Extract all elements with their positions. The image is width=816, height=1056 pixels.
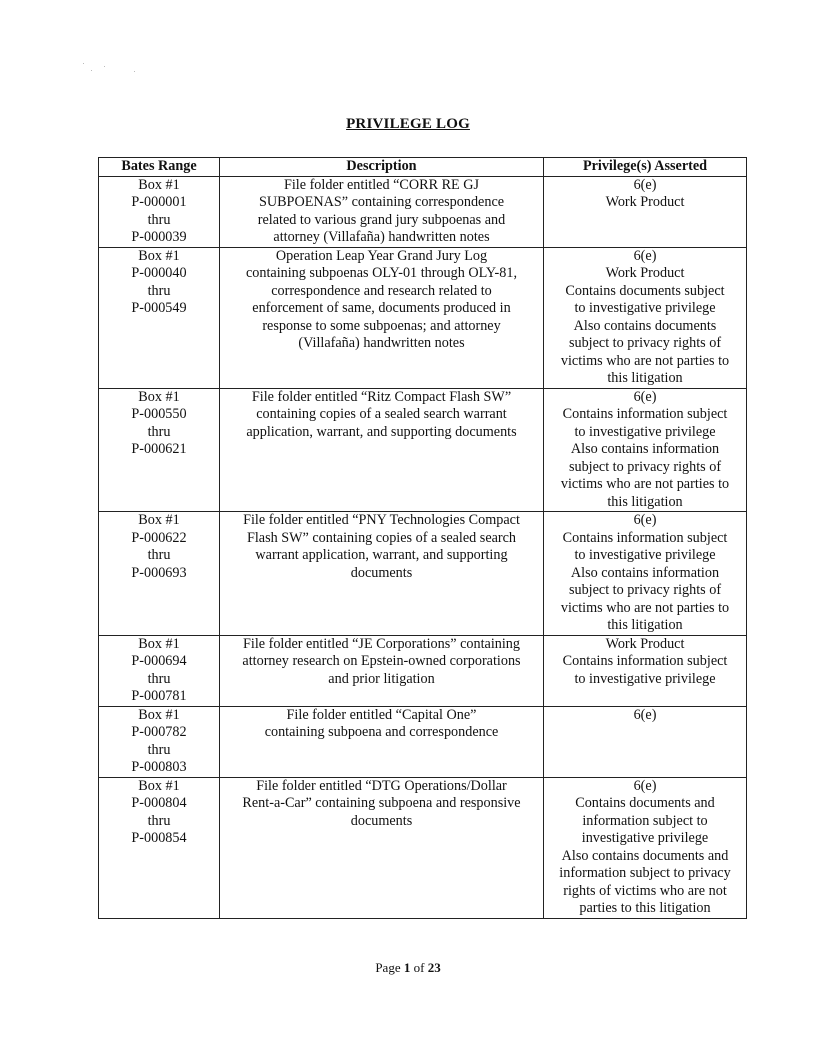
- privilege-line: rights of victims who are not: [563, 882, 727, 899]
- bates-range-cell: [99, 247, 220, 388]
- bates-line: Box #1: [138, 777, 180, 794]
- bates-line: P-000039: [131, 229, 187, 245]
- privilege-cell: [544, 176, 747, 247]
- privilege-line: to investigative privilege: [574, 423, 716, 440]
- description-line: enforcement of same, documents produced in: [252, 300, 511, 316]
- privilege-line: investigative privilege: [581, 830, 709, 846]
- description-cell: [220, 512, 544, 636]
- description-line: correspondence and research related to: [271, 282, 492, 299]
- privilege-line: Contains documents and: [575, 795, 715, 811]
- privilege-line: subject to privacy rights of: [568, 582, 722, 598]
- description-line: attorney research on Epstein-owned corporations: [242, 653, 521, 669]
- privilege-line: Contains information subject: [562, 529, 728, 546]
- description-cell: [220, 388, 544, 512]
- scan-speck: [104, 66, 105, 67]
- bates-line: thru: [147, 282, 171, 299]
- privilege-line: to investigative privilege: [574, 547, 716, 563]
- description-line: application, warrant, and supporting documents: [246, 423, 517, 440]
- privilege-line: Also contains documents and: [561, 847, 729, 864]
- privilege-line: Work Product: [605, 194, 685, 210]
- description-line: File folder entitled “Ritz Compact Flash SW”: [251, 388, 512, 405]
- description-line: Flash SW” containing copies of a sealed search: [246, 529, 517, 546]
- description-line: Rent-a-Car” containing subpoena and responsive: [242, 795, 521, 811]
- privilege-line: to investigative privilege: [574, 670, 716, 687]
- table-row: [99, 706, 747, 777]
- privilege-line: Also contains information: [570, 564, 720, 581]
- description-cell: [220, 635, 544, 706]
- description-line: containing copies of a sealed search warrant: [256, 406, 507, 422]
- table-row: [99, 512, 747, 636]
- bates-line: Box #1: [138, 512, 180, 528]
- bates-line: P-000804: [131, 795, 187, 811]
- column-header-privilege: Privilege(s) Asserted: [544, 158, 747, 177]
- description-line: File folder entitled “DTG Operations/Dollar: [256, 777, 507, 794]
- bates-line: thru: [147, 547, 171, 563]
- bates-line: P-000693: [131, 564, 187, 581]
- page-total: 23: [427, 960, 441, 975]
- scan-speck: [91, 70, 92, 71]
- description-line: Operation Leap Year Grand Jury Log: [275, 247, 488, 264]
- page-footer: [0, 960, 816, 976]
- bates-line: P-000550: [131, 406, 187, 422]
- privilege-line: this litigation: [607, 370, 683, 386]
- bates-line: P-000040: [131, 265, 187, 281]
- privilege-line: 6(e): [633, 388, 657, 405]
- table-row: [99, 777, 747, 918]
- privilege-line: Contains information subject: [562, 653, 728, 669]
- bates-line: thru: [147, 670, 171, 687]
- bates-line: Box #1: [138, 176, 180, 193]
- table-row: [99, 635, 747, 706]
- table-header-row: [99, 158, 747, 177]
- column-header-bates: Bates Range: [99, 158, 220, 177]
- description-line: File folder entitled “Capital One”: [286, 706, 477, 723]
- privilege-line: Contains documents subject: [565, 282, 725, 299]
- bates-range-cell: [99, 388, 220, 512]
- bates-line: thru: [147, 423, 171, 440]
- privilege-line: this litigation: [607, 617, 683, 633]
- description-line: attorney (Villafaña) handwritten notes: [273, 229, 490, 245]
- privilege-line: 6(e): [633, 176, 657, 193]
- bates-line: Box #1: [138, 706, 180, 723]
- privilege-line: subject to privacy rights of: [568, 335, 722, 351]
- description-line: documents: [350, 812, 413, 829]
- table-row: [99, 388, 747, 512]
- description-line: related to various grand jury subpoenas and: [257, 211, 506, 228]
- privilege-line: Contains information subject: [562, 406, 728, 422]
- description-line: warrant application, warrant, and supporting: [255, 547, 508, 563]
- privilege-cell: [544, 388, 747, 512]
- bates-range-cell: [99, 176, 220, 247]
- of-label: of: [413, 960, 425, 975]
- bates-range-cell: [99, 706, 220, 777]
- table-row: [99, 176, 747, 247]
- bates-line: Box #1: [138, 247, 180, 264]
- bates-line: P-000001: [131, 194, 187, 210]
- privilege-line: Also contains documents: [573, 317, 717, 334]
- bates-line: thru: [147, 211, 171, 228]
- description-line: (Villafaña) handwritten notes: [298, 335, 465, 351]
- page-number: 1: [403, 960, 411, 975]
- privilege-line: parties to this litigation: [579, 900, 711, 916]
- bates-line: P-000781: [131, 688, 187, 704]
- privilege-log-table: [98, 157, 747, 919]
- bates-line: P-000549: [131, 300, 187, 316]
- description-line: containing subpoenas OLY-01 through OLY-81,: [245, 265, 517, 281]
- privilege-line: Also contains information: [570, 441, 720, 457]
- privilege-cell: [544, 512, 747, 636]
- description-line: response to some subpoenas; and attorney: [262, 317, 501, 334]
- privilege-cell: [544, 635, 747, 706]
- scan-speck: [83, 63, 84, 64]
- privilege-line: Work Product: [605, 265, 685, 281]
- description-cell: [220, 247, 544, 388]
- table-body: [99, 176, 747, 918]
- privilege-line: information subject to: [582, 812, 708, 829]
- description-line: containing subpoena and correspondence: [264, 724, 499, 740]
- description-line: and prior litigation: [328, 670, 435, 687]
- bates-line: thru: [147, 741, 171, 758]
- privilege-line: 6(e): [633, 777, 657, 794]
- privilege-line: victims who are not parties to: [560, 352, 730, 369]
- page-label: Page: [375, 960, 401, 975]
- bates-line: P-000803: [131, 759, 187, 775]
- privilege-line: 6(e): [633, 706, 657, 723]
- scan-speck: [134, 71, 135, 72]
- privilege-line: this litigation: [607, 493, 683, 510]
- description-line: File folder entitled “JE Corporations” containing: [243, 635, 520, 652]
- privilege-line: subject to privacy rights of: [568, 458, 722, 475]
- description-cell: [220, 777, 544, 918]
- privilege-cell: [544, 247, 747, 388]
- privilege-line: Work Product: [605, 635, 685, 652]
- privilege-line: victims who are not parties to: [560, 599, 730, 616]
- bates-line: P-000782: [131, 724, 187, 740]
- privilege-cell: [544, 777, 747, 918]
- bates-line: thru: [147, 812, 171, 829]
- description-line: documents: [350, 564, 413, 581]
- bates-range-cell: [99, 635, 220, 706]
- bates-line: P-000694: [131, 653, 187, 669]
- privilege-line: to investigative privilege: [574, 300, 716, 316]
- bates-range-cell: [99, 512, 220, 636]
- page-title: PRIVILEGE LOG: [346, 116, 470, 132]
- privilege-line: information subject to privacy: [559, 865, 731, 881]
- table-row: [99, 247, 747, 388]
- bates-line: Box #1: [138, 388, 180, 405]
- privilege-line: 6(e): [633, 247, 657, 264]
- privilege-cell: [544, 706, 747, 777]
- description-line: SUBPOENAS” containing correspondence: [258, 194, 505, 210]
- bates-line: P-000621: [131, 441, 187, 457]
- bates-line: P-000622: [131, 529, 187, 546]
- description-line: File folder entitled “PNY Technologies Compact: [243, 512, 520, 528]
- description-cell: [220, 176, 544, 247]
- column-header-description: Description: [220, 158, 544, 177]
- privilege-line: victims who are not parties to: [560, 476, 730, 492]
- privilege-line: 6(e): [633, 512, 657, 528]
- bates-line: Box #1: [138, 635, 180, 652]
- bates-line: P-000854: [131, 830, 187, 846]
- description-line: File folder entitled “CORR RE GJ: [283, 176, 480, 193]
- bates-range-cell: [99, 777, 220, 918]
- description-cell: [220, 706, 544, 777]
